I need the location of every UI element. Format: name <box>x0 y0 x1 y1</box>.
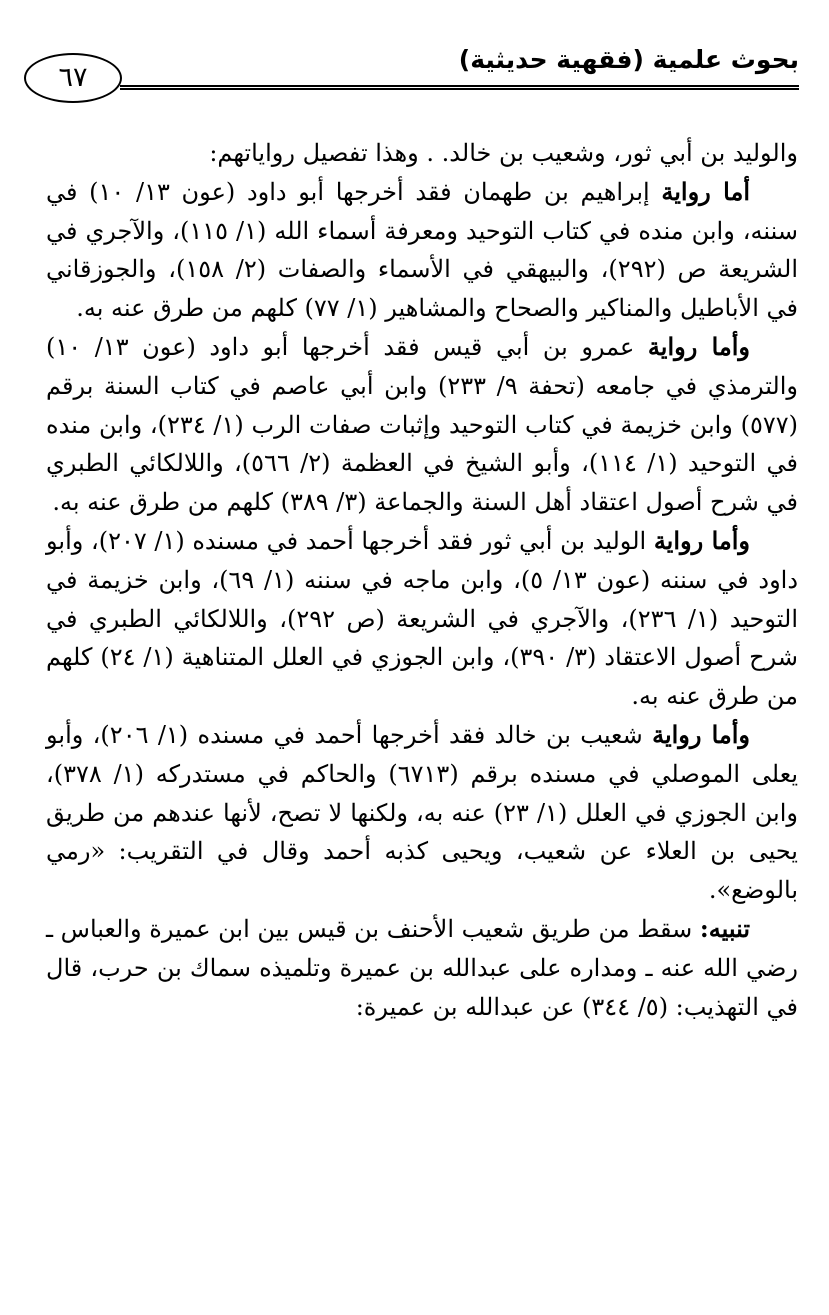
paragraph-text: عمرو بن أبي قيس فقد أخرجها أبو داود (عون ١٣/ ١٠) والترمذي في جامعه (تحفة ٩/ ٢٣٣) وابن أبي عاصم في كتاب السنة برقم (٥٧٧) وابن خزيمة في كتاب التوحيد وإثبات صفات الرب (١/ ٢٣٤)، وابن منده في التوحيد (١/ ١١٤)، وأبو الشيخ في العظمة (٢/ ٥٦٦)، واللالكائي الطبري في شرح أصول اعتقاد أهل السنة والجماعة (٣/ ٣٨٩) كلهم من طرق عنه به. <box>46 332 799 517</box>
paragraph-text: سقط من طريق شعيب الأحنف بن قيس بين ابن عميرة والعباس ـ رضي الله عنه ـ ومداره على عبدالله بن عميرة وتلميذه سماك بن حرب، قال في التهذيب: (٥/ ٣٤٤) عن عبدالله بن عميرة: <box>45 914 798 1021</box>
page-header <box>24 40 799 110</box>
header-double-rule <box>120 85 799 90</box>
paragraph-lead: تنبيه: <box>699 913 750 943</box>
paragraph-intro <box>46 134 798 173</box>
paragraph-amr-ibn-abi-qays <box>46 328 798 522</box>
paragraph-lead: أما رواية <box>661 176 751 206</box>
paragraph-ibrahim-ibn-tahman <box>46 173 798 328</box>
paragraph-walid-ibn-abi-thawr <box>46 522 798 716</box>
paragraph-text: الوليد بن أبي ثور فقد أخرجها أحمد في مسنده (١/ ٢٠٧)، وأبو داود في سننه (عون ١٣/ ٥)، وابن ماجه في سننه (١/ ٦٩)، وابن خزيمة في التوحيد (١/ ٢٣٦)، والآجري في الشريعة (ص ٢٩٢)، واللالكائي الطبري في شرح أصول الاعتقاد (٣/ ٣٩٠)، وابن الجوزي في العلل المتناهية (١/ ٢٤) كلهم من طرق عنه به. <box>46 526 799 711</box>
paragraph-note <box>46 910 798 1026</box>
running-title: بحوث علمية (فقهية حديثية) <box>458 45 799 74</box>
paragraph-text: إبراهيم بن طهمان فقد أخرجها أبو داود (عون ١٣/ ١٠) في سننه، وابن منده في كتاب التوحيد ومعرفة أسماء الله (١/ ١١٥)، والآجري في الشريعة ص (٢٩٢)، والبيهقي في الأسماء والصفات (٢/ ١٥٨)، والجوزقاني في الأباطيل والمناكير والصحاح والمشاهير (١/ ٧٧) كلهم من طرق عنه به. <box>46 177 799 323</box>
paragraph-lead: وأما رواية <box>647 331 750 361</box>
paragraph-lead: وأما رواية <box>653 525 750 555</box>
paragraph-lead: وأما رواية <box>652 719 750 749</box>
paragraph-text: والوليد بن أبي ثور، وشعيب بن خالد. . وهذا تفصيل رواياتهم: <box>209 139 798 167</box>
paragraph-shuayb-ibn-khalid <box>46 716 798 910</box>
paragraph-text: شعيب بن خالد فقد أخرجها أحمد في مسنده (١/ ٢٠٦)، وأبو يعلى الموصلي في مسنده برقم (٦٧١٣) والحاكم في مستدركه (١/ ٣٧٨)، وابن الجوزي في العلل (١/ ٢٣) عنه به، ولكنها لا تصح، لأنها عندهم من طريق يحيى بن العلاء عن شعيب، ويحيى كذبه أحمد وقال في التقريب: «رمي بالوضع». <box>46 720 798 905</box>
body-text <box>46 134 798 1026</box>
page-number-oval: ٦٧ <box>24 53 122 103</box>
